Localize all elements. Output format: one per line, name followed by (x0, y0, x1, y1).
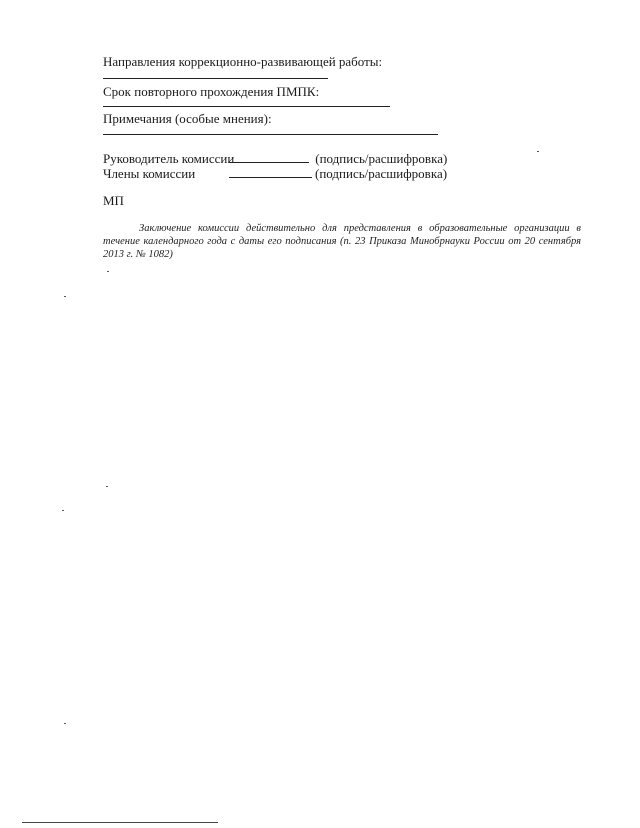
scan-speck (64, 723, 66, 724)
scan-edge-line (22, 822, 218, 823)
validity-footnote: Заключение комиссии действительно для представления в образовательные организации в течение календарного года с даты его подписания (п. 23 Приказа Минобрнауки России от 20 сентября 2013 г. № 1082) (103, 223, 581, 260)
members-label: Члены комиссии (103, 166, 196, 181)
stamp-label: МП (103, 193, 124, 208)
repeat-pmpk-label: Срок повторного прохождения ПМПК: (103, 84, 320, 99)
head-label: Руководитель комиссии (103, 151, 235, 166)
correction-directions-line (103, 78, 328, 79)
repeat-pmpk-line (103, 106, 390, 107)
members-hint: (подпись/расшифровка) (315, 166, 448, 181)
members-signature-row (103, 166, 447, 181)
head-signature-row (103, 151, 447, 166)
head-signature-blank (229, 151, 309, 163)
scan-speck (64, 296, 66, 297)
scan-speck (107, 271, 109, 272)
scan-speck (106, 486, 108, 487)
scan-speck (62, 510, 64, 511)
scan-speck (537, 151, 539, 152)
members-signature-blank (229, 166, 312, 178)
notes-line (103, 134, 438, 135)
notes-label: Примечания (особые мнения): (103, 111, 272, 126)
head-hint: (подпись/расшифровка) (315, 151, 448, 166)
correction-directions-label: Направления коррекционно-развивающей работы: (103, 54, 383, 69)
